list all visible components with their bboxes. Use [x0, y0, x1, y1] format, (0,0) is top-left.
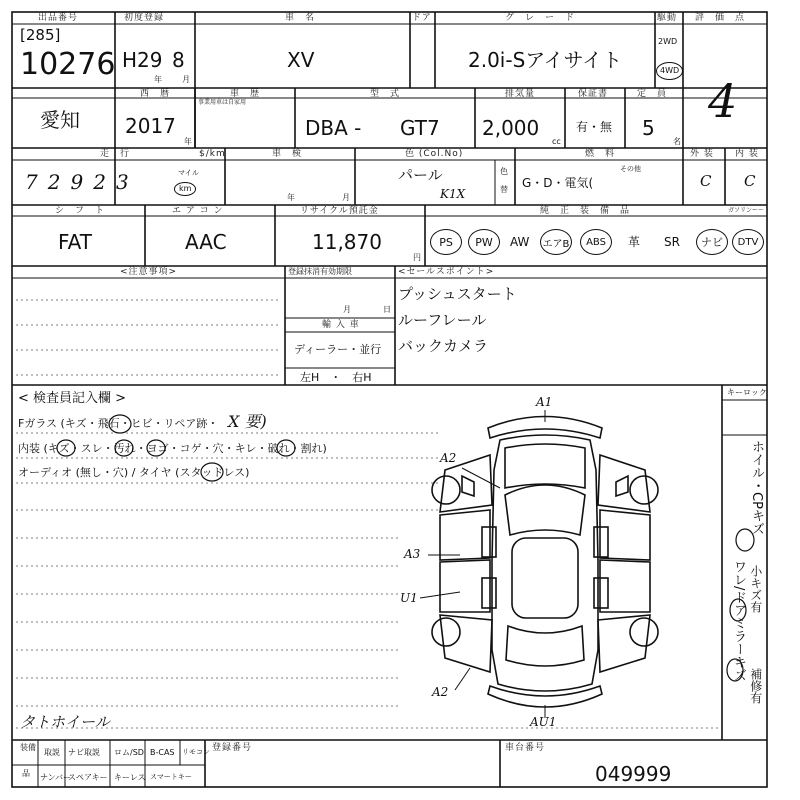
label-chassis-no: 車台番号: [505, 743, 546, 753]
equipment-sr: SR: [664, 235, 680, 249]
label-fuel: 燃 料: [585, 149, 616, 159]
label-sales-points: <セールスポイント>: [398, 267, 495, 277]
interior-score: C: [744, 172, 756, 190]
first-reg-year-unit: 年: [154, 75, 162, 84]
label-displacement: 排気量: [505, 89, 536, 99]
seats-value: 5: [642, 116, 655, 140]
label-drive: 駆動: [657, 13, 678, 23]
region-value: 愛知: [40, 108, 80, 132]
bottom-item: スペアキー: [68, 773, 108, 782]
label-inspector: < 検査員記入欄 >: [18, 391, 127, 406]
mark-a2-rear: A2: [432, 685, 449, 699]
mileage-digit: 9: [70, 170, 84, 194]
mark-au1: AU1: [530, 715, 557, 729]
mileage-digit: 7: [25, 170, 38, 194]
inspector-line1-mark: X 要): [228, 412, 267, 431]
steering-value: 左H ・ 右H: [300, 371, 372, 384]
inspection-month-unit: 月: [342, 193, 350, 202]
model-code: GT7: [400, 116, 440, 140]
import-value: ディーラー・並行: [294, 343, 382, 356]
first-reg-month: 8: [172, 48, 185, 72]
equipment-pw: PW: [468, 229, 500, 255]
label-year: 西 暦: [140, 89, 171, 99]
lot-bracket: [285]: [20, 26, 61, 44]
label-model: 型 式: [370, 89, 401, 99]
bottom-item: ナビ取説: [68, 748, 100, 757]
lot-number: 10276: [20, 47, 116, 82]
bottom-item: キーレス: [114, 773, 146, 782]
bottom-item: 取説: [44, 748, 60, 757]
exterior-score: C: [700, 172, 712, 190]
displacement-unit: cc: [552, 137, 561, 146]
label-lot: 出品番号: [38, 13, 79, 23]
label-mileage-unit: $/km: [199, 149, 226, 159]
label-color: 色 (Col.No): [405, 149, 464, 159]
label-exterior: 外 装: [690, 149, 714, 159]
first-reg-month-unit: 月: [182, 75, 190, 84]
recycle-value: 11,870: [312, 230, 382, 254]
mark-u1: U1: [400, 591, 418, 605]
label-reg-no: 登録番号: [212, 743, 253, 753]
bottom-item: ロム/SD: [114, 748, 144, 757]
first-reg-value: H29: [122, 48, 163, 72]
label-reg-expiry: 登録抹消有効期限: [288, 267, 352, 276]
label-notes: <注意事項>: [120, 267, 178, 277]
sales-point: バックカメラ: [398, 337, 489, 355]
fuel-other: その他: [620, 165, 641, 173]
score-value: 4: [708, 74, 738, 128]
color-flag-bottom: 替: [500, 185, 508, 194]
bottom-item: リモコン: [182, 748, 210, 756]
side-note-3: 小キズ有: [748, 565, 763, 613]
label-inspection: 車 検: [272, 149, 303, 159]
label-interior: 内 装: [735, 149, 759, 159]
recycle-unit: 円: [413, 253, 421, 262]
color-code: K1X: [440, 187, 466, 201]
label-aircon: エ ア コ ン: [172, 206, 224, 216]
drive-4wd-circled: 4WD: [656, 62, 683, 80]
mileage-digit: 2: [93, 170, 106, 194]
year-unit: 年: [184, 137, 192, 146]
label-recycle: リサイクル預託金: [300, 206, 379, 216]
label-shift: シ フ ト: [55, 206, 106, 216]
warranty-value: 有・無: [576, 120, 613, 134]
equipment-leather: 革: [628, 235, 641, 249]
label-grade: グ レ ー ド: [505, 13, 576, 23]
sales-point: プッシュスタート: [398, 285, 517, 303]
bottom-row-label-2: 品: [22, 769, 30, 778]
equipment-abs: ABS: [580, 229, 612, 255]
equipment-aw: AW: [510, 235, 530, 249]
car-name-value: XV: [287, 48, 315, 72]
model-prefix: DBA -: [305, 116, 362, 140]
drive-2wd: 2WD: [658, 37, 678, 46]
inspector-footer-note: タトホイール: [20, 713, 110, 731]
fuel-value: G・D・電気(: [522, 176, 594, 190]
label-import: 輸 入 車: [322, 320, 360, 330]
label-history-sub: 事業用車は自家用: [198, 99, 247, 106]
aircon-value: AAC: [185, 230, 227, 254]
mileage-digit: 3: [115, 170, 129, 194]
label-first-reg: 初度登録: [124, 13, 165, 23]
label-car-name: 車 名: [285, 13, 316, 23]
shift-value: FAT: [58, 230, 93, 254]
mileage-unit-km: km: [174, 182, 196, 196]
bottom-item: ナンバー: [40, 773, 72, 782]
inspector-line3: オーディオ (無し・穴) / タイヤ (スタッドレス): [18, 466, 250, 479]
label-key-lock: キーロック: [727, 388, 767, 397]
mark-a2-front: A2: [440, 451, 457, 465]
side-note-5: 補修有: [748, 668, 763, 704]
year-value: 2017: [125, 114, 176, 138]
label-seats: 定 員: [637, 89, 668, 99]
bottom-row-label-1: 装備: [20, 743, 36, 752]
mark-a1: A1: [536, 395, 553, 409]
inspection-year-unit: 年: [287, 193, 295, 202]
label-warranty: 保証書: [578, 89, 609, 99]
side-note-2: ワレ/ドアミラーキズ: [730, 560, 746, 682]
color-flag-top: 色: [500, 167, 508, 176]
inspector-line2: 内装 (キズ・スレ・汚れ・ヨゴ・コゲ・穴・キレ・破れ・割れ): [18, 442, 327, 455]
chassis-no-value: 049999: [595, 762, 672, 786]
label-equipment: 純 正 装 備 品: [540, 206, 631, 216]
equipment-navi: ナビ: [696, 229, 728, 255]
label-door: ドア: [412, 13, 432, 23]
bottom-item: B-CAS: [150, 748, 175, 757]
color-value: パール: [398, 166, 443, 184]
label-history: 車 歴: [230, 89, 261, 99]
mileage-unit-mile: マイル: [178, 169, 199, 177]
inspector-line1: Fガラス (キズ・飛石・ヒビ・リペア跡・: [18, 417, 219, 430]
equipment-airbag: エアB: [540, 229, 572, 255]
label-equipment-extra: ガソリンー～: [728, 207, 765, 214]
bottom-item: スマートキー: [150, 773, 192, 781]
mileage-digit: 2: [47, 170, 61, 194]
label-mileage: 走 行: [100, 149, 131, 159]
seats-unit: 名: [673, 137, 681, 146]
displacement-value: 2,000: [482, 116, 540, 140]
label-score: 評 価 点: [695, 13, 746, 23]
equipment-ps: PS: [430, 229, 462, 255]
side-note-1: ホイル・CPキズ: [748, 440, 764, 535]
mark-a3: A3: [404, 547, 421, 561]
reg-expiry-month: 月: [343, 305, 351, 314]
grade-value: 2.0i-Sアイサイト: [468, 48, 623, 72]
equipment-dtv: DTV: [732, 229, 764, 255]
reg-expiry-day: 日: [383, 305, 391, 314]
sales-point: ルーフレール: [398, 311, 487, 329]
